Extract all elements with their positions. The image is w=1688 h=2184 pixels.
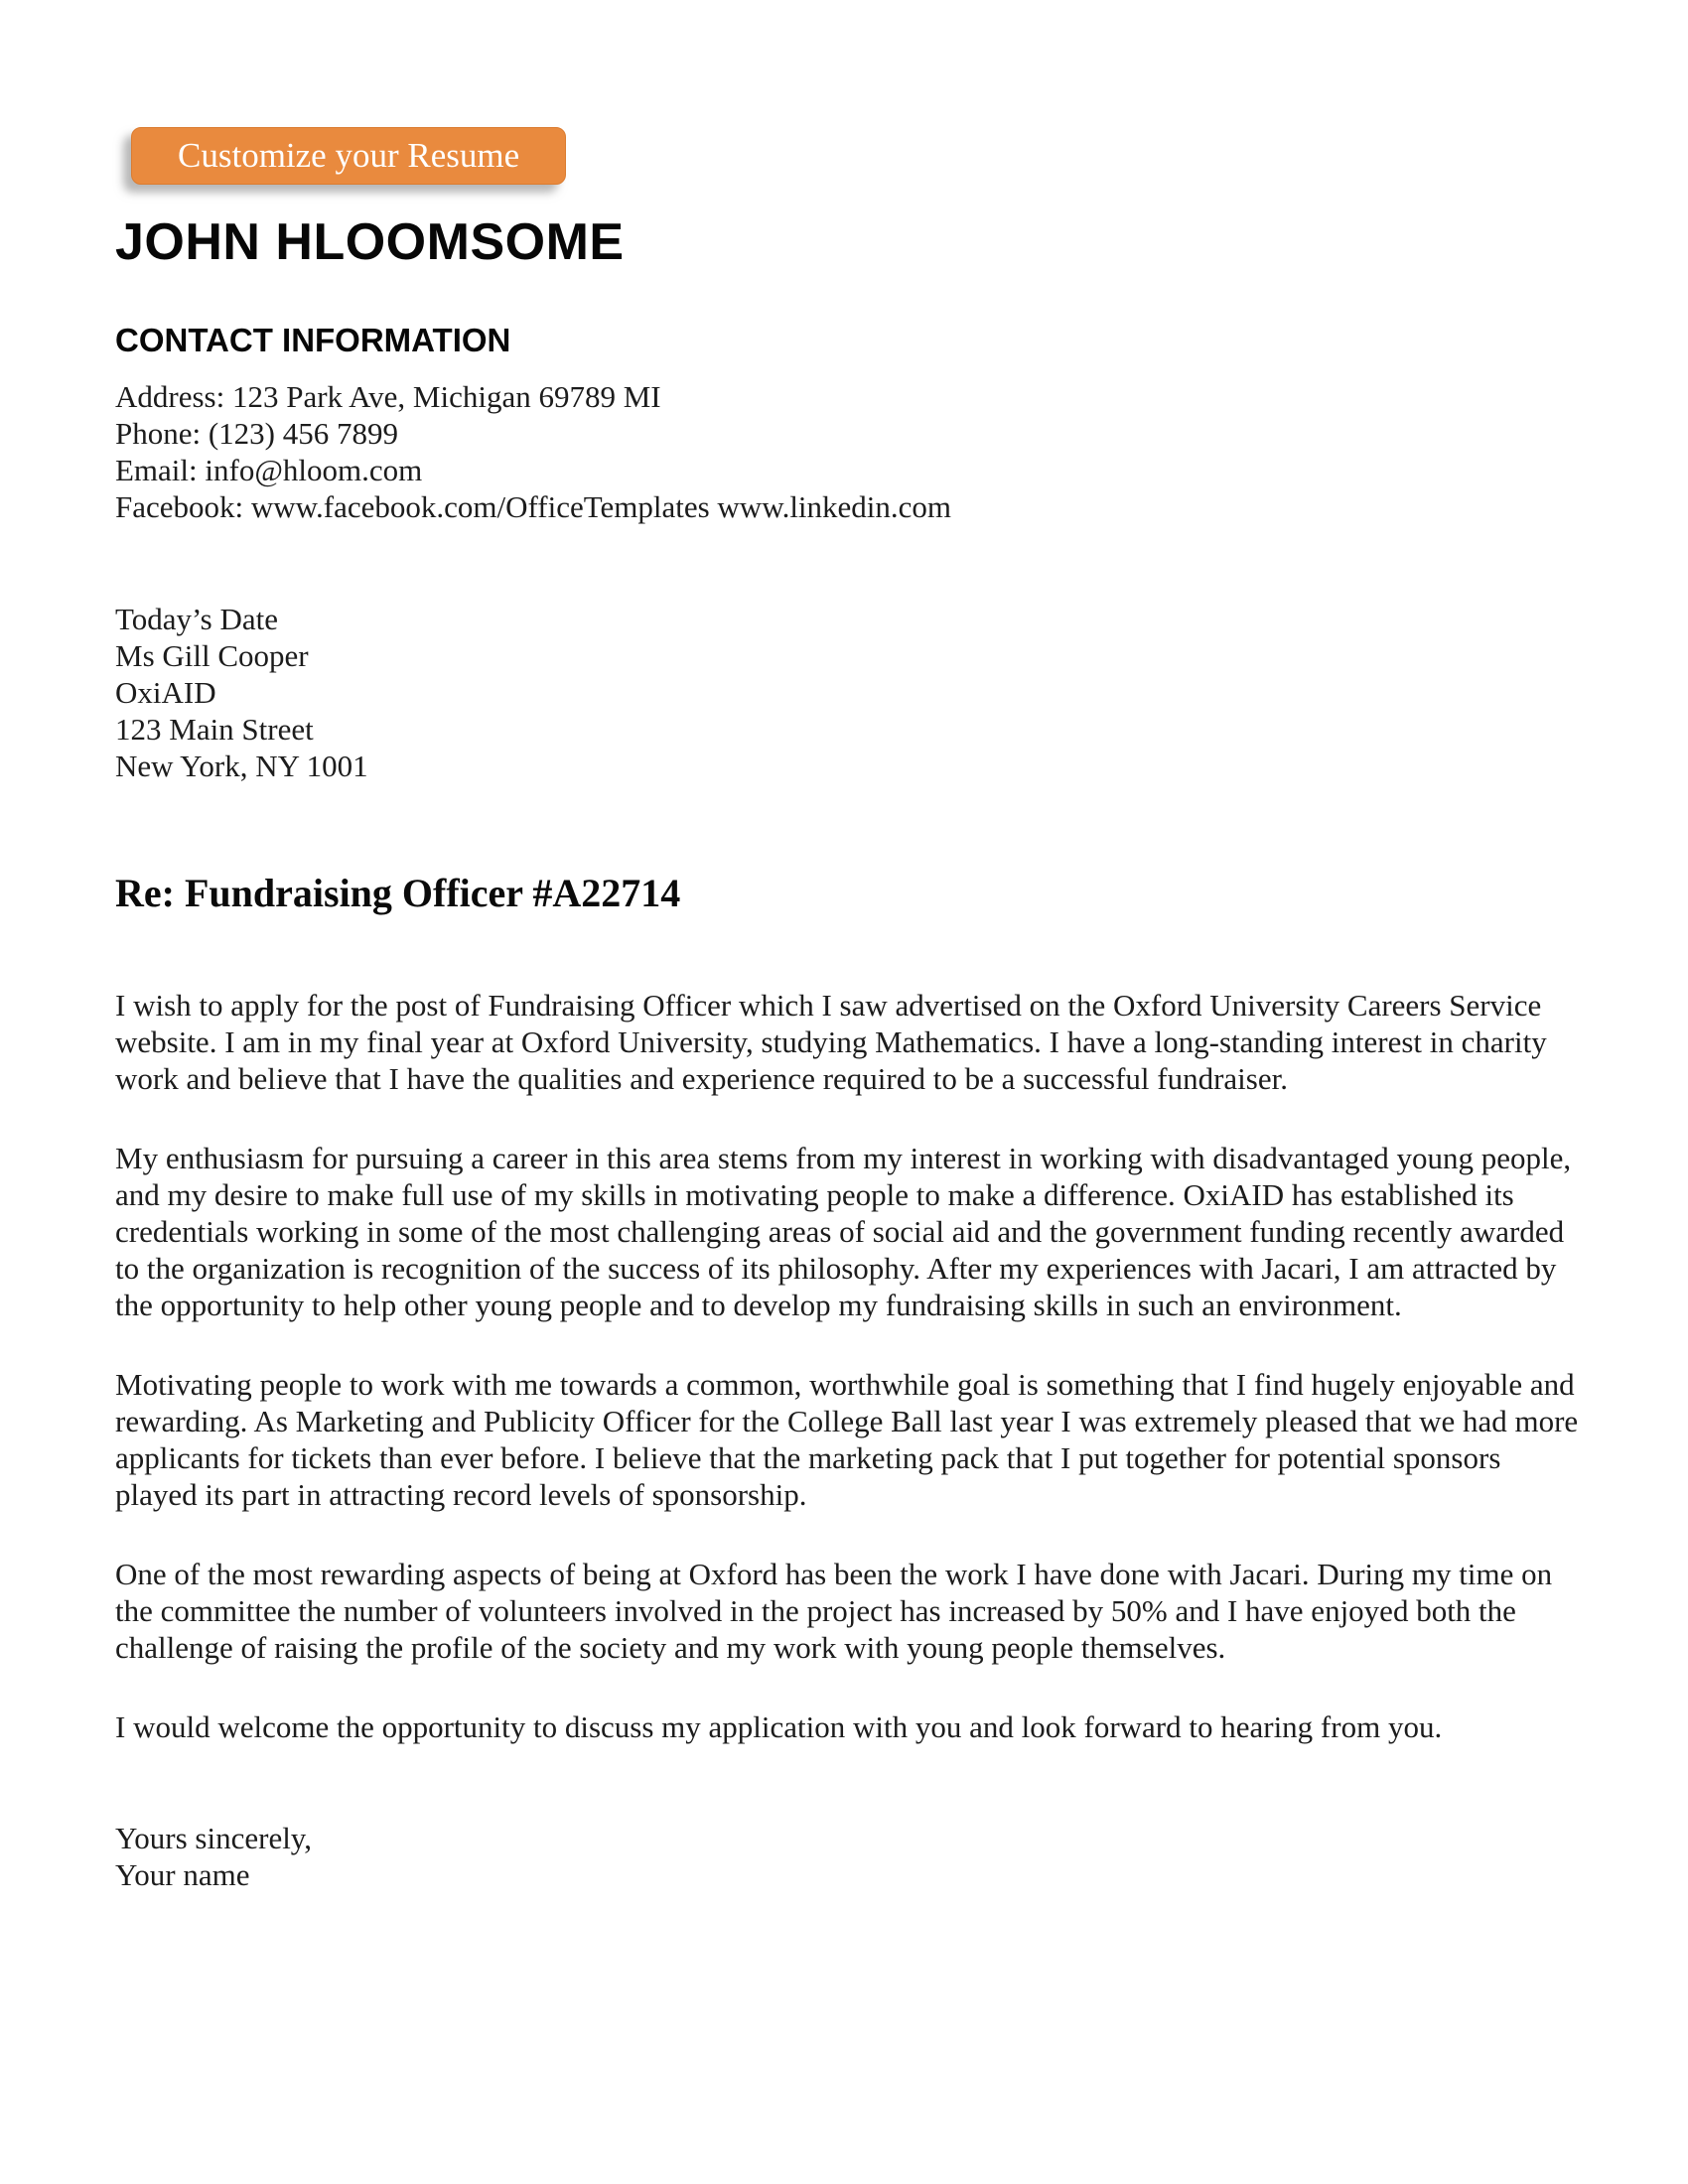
closing-salutation: Yours sincerely,: [115, 1820, 313, 1855]
closing-signature-name: Your name: [115, 1856, 250, 1892]
recipient-date-line: Today’s Date: [115, 601, 278, 636]
contact-info-block: [115, 378, 1579, 525]
recipient-name-line: Ms Gill Cooper: [115, 637, 309, 673]
paragraph-enthusiasm: My enthusiasm for pursuing a career in this area stems from my interest in working with disadvantaged young people, and my desire to make full use of my skills in motivating people to make a difference. OxiAID has established its credentials working in some of the most challenging areas of social aid and the government funding recently awarded to the organization is recognition of the success of its philosophy. After my experiences with Jacari, I am attracted by the opportunity to help other young people and to develop my fundraising skills in such an environment.: [115, 1140, 1572, 1322]
recipient-address-block: [115, 601, 1579, 784]
paragraph-intro: I wish to apply for the post of Fundraising Officer which I saw advertised on the Oxford University Careers Service website. I am in my final year at Oxford University, studying Mathematics. I have a long-standing interest in charity work and believe that I have the qualities and experience required to be a successful fundraiser.: [115, 987, 1547, 1096]
recipient-street-line: 123 Main Street: [115, 711, 314, 747]
paragraph-rewarding: One of the most rewarding aspects of being at Oxford has been the work I have done with Jacari. During my time on the committee the number of volunteers involved in the project has increased by 50% and I have enjoyed both the challenge of raising the profile of the society and my work with young people themselves.: [115, 1556, 1553, 1665]
paragraph-motivating: Motivating people to work with me towards a common, worthwhile goal is something that I find hugely enjoyable and rewarding. As Marketing and Publicity Officer for the College Ball last year I was extremely pleased that we had more applicants for tickets than ever before. I believe that the marketing pack that I put together for potential sponsors played its part in attracting record levels of sponsorship.: [115, 1366, 1579, 1512]
subject-line: Re: Fundraising Officer #A22714: [115, 870, 681, 915]
recipient-org-line: OxiAID: [115, 674, 216, 710]
contact-address-line: Address: 123 Park Ave, Michigan 69789 MI: [115, 378, 661, 414]
letter-body: [115, 987, 1579, 1745]
paragraph-welcome: I would welcome the opportunity to discuss my application with you and look forward to hearing from you.: [115, 1708, 1443, 1744]
customize-resume-button[interactable]: Customize your Resume: [131, 127, 566, 185]
closing-block: [115, 1820, 1579, 1893]
contact-facebook-line: Facebook: www.facebook.com/OfficeTemplates www.linkedin.com: [115, 488, 952, 524]
recipient-city-line: New York, NY 1001: [115, 748, 368, 783]
contact-email-line: Email: info@hloom.com: [115, 452, 423, 487]
contact-information-heading: CONTACT INFORMATION: [115, 322, 511, 359]
applicant-name: JOHN HLOOMSOME: [115, 213, 625, 271]
contact-phone-line: Phone: (123) 456 7899: [115, 415, 399, 451]
